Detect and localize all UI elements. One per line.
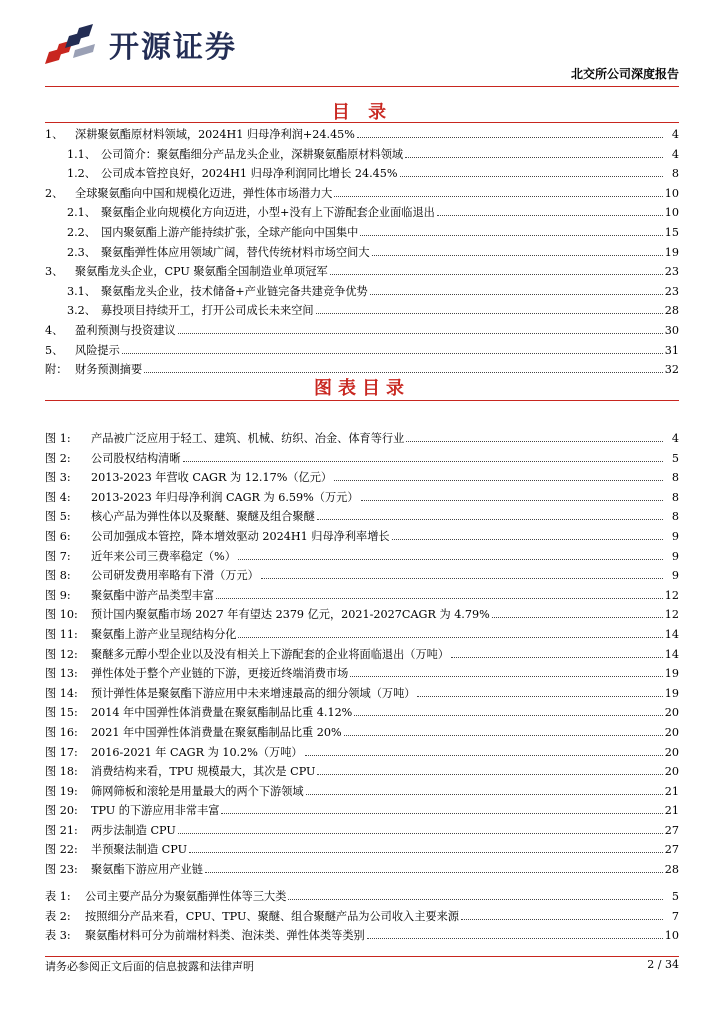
dot-leader (334, 186, 662, 197)
footer-divider (45, 956, 679, 957)
dot-leader (144, 362, 663, 373)
figure-entry-page: 19 (664, 667, 679, 681)
toc-entry-number: 3.2、 (67, 304, 96, 318)
figures-list (45, 430, 679, 881)
figure-entry-page: 9 (671, 549, 679, 563)
figure-entry-number: 图 1: (45, 432, 71, 445)
figure-entry-number: 图 10: (45, 608, 78, 622)
dot-leader (372, 245, 663, 256)
toc-entry-title: 国内聚氨酯上游产能持续扩张，全球产能向中国集中 (101, 225, 359, 239)
figure-entry-page: 19 (664, 686, 679, 700)
figure-entry-number: 图 17: (45, 745, 78, 759)
toc-entry[interactable] (45, 244, 679, 264)
figure-entry[interactable] (45, 822, 679, 842)
toc-entry-title: 公司简介：聚氨酯细分产品龙头企业，深耕聚氨酯原材料领域 (101, 147, 404, 161)
figure-entry[interactable] (45, 841, 679, 861)
toc-entry-page: 31 (664, 343, 679, 357)
figure-entry-number: 图 3: (45, 471, 71, 485)
figure-entry[interactable] (45, 665, 679, 685)
figure-entry-number: 图 8: (45, 569, 71, 583)
toc-entry-page: 23 (664, 265, 679, 279)
dot-leader (178, 823, 663, 834)
table-entry-number: 表 3: (45, 929, 71, 943)
dot-leader (344, 725, 663, 736)
table-entry-number: 表 2: (45, 909, 71, 923)
table-entry[interactable] (45, 888, 679, 908)
toc-entry-page: 28 (664, 304, 679, 318)
toc-entry-page: 10 (664, 186, 679, 200)
toc-entry[interactable] (45, 283, 679, 303)
figure-entry[interactable] (45, 802, 679, 822)
toc-entry-page: 30 (664, 323, 679, 337)
figure-entry[interactable] (45, 567, 679, 587)
figure-entry-title: 预计弹性体是聚氨酯下游应用中未来增速最高的细分领域（万吨） (91, 686, 416, 700)
table-entry-number: 表 1: (45, 890, 71, 903)
toc-list (45, 126, 679, 381)
figure-entry[interactable] (45, 704, 679, 724)
figure-entry-number: 图 18: (45, 765, 78, 779)
figure-entry-number: 图 11: (45, 627, 78, 641)
footer-disclaimer: 请务必参阅正文后面的信息披露和法律声明 (45, 960, 254, 973)
toc-entry-page: 19 (664, 245, 679, 259)
figure-entry-page: 20 (664, 765, 679, 779)
figure-entry-title: 预计国内聚氨酯市场 2027 年有望达 2379 亿元，2021-2027CAGR 为 4.79% (91, 608, 490, 622)
dot-leader (334, 470, 663, 481)
toc-title-rule (45, 122, 679, 123)
figure-entry[interactable] (45, 724, 679, 744)
toc-title: 目 录 (331, 102, 393, 123)
toc-entry-number: 3、 (45, 265, 64, 279)
table-entry-page: 10 (664, 929, 679, 943)
figure-entry-number: 图 19: (45, 784, 78, 798)
toc-entry-page: 15 (664, 225, 679, 239)
toc-entry[interactable] (45, 204, 679, 224)
figure-entry-title: 2013-2023 年营收 CAGR 为 12.17%（亿元） (91, 471, 333, 485)
figure-entry-number: 图 4: (45, 490, 71, 504)
figure-entry[interactable] (45, 508, 679, 528)
figure-entry-number: 图 15: (45, 706, 78, 720)
figure-entry-title: 消费结构来看，TPU 规模最大，其次是 CPU (91, 765, 316, 779)
toc-entry[interactable] (45, 185, 679, 205)
dot-leader (317, 764, 662, 775)
figure-entry-page: 8 (671, 510, 679, 524)
figure-entry-page: 9 (671, 529, 679, 543)
dot-leader (216, 588, 663, 599)
figure-entry[interactable] (45, 744, 679, 764)
dot-leader (400, 166, 664, 177)
figure-entry[interactable] (45, 528, 679, 548)
figure-entry-page: 20 (664, 745, 679, 759)
logo-mark-icon (45, 22, 103, 66)
toc-entry-title: 全球聚氨酯向中国和规模化迈进，弹性体市场潜力大 (75, 186, 333, 200)
figure-entry-title: 近年来公司三费率稳定（%） (91, 549, 236, 563)
toc-entry-number: 4、 (45, 323, 64, 337)
figure-entry-title: 弹性体处于整个产业链的下游，更接近终端消费市场 (91, 667, 349, 681)
dot-leader (178, 323, 663, 334)
figure-entry-number: 图 6: (45, 529, 71, 543)
dot-leader (370, 284, 663, 295)
figure-entry-title: TPU 的下游应用非常丰富 (91, 804, 220, 818)
figure-entry-page: 27 (664, 843, 679, 857)
toc-entry[interactable] (45, 224, 679, 244)
dot-leader (357, 127, 663, 138)
dot-leader (367, 928, 663, 939)
figure-entry-title: 2014 年中国弹性体消费量在聚氨酯制品比重 4.12% (91, 706, 353, 720)
figure-entry-title: 筛网筛板和滚轮是用量最大的两个下游领域 (91, 784, 304, 798)
figure-entry-title: 聚氨酯中游产品类型丰富 (91, 588, 215, 602)
figure-entry[interactable] (45, 450, 679, 470)
figure-entry-title: 聚醚多元醇小型企业以及没有相关上下游配套的企业将面临退出（万吨） (91, 647, 450, 661)
figure-entry-page: 8 (671, 471, 679, 485)
figure-entry-title: 公司股权结构清晰 (91, 451, 181, 465)
toc-entry[interactable] (45, 263, 679, 283)
dot-leader (306, 784, 663, 795)
figure-entry[interactable] (45, 763, 679, 783)
figure-entry-page: 9 (671, 569, 679, 583)
figure-entry-title: 聚氨酯上游产业呈现结构分化 (91, 627, 237, 641)
toc-entry-number: 2.1、 (67, 206, 96, 220)
figure-entry[interactable] (45, 861, 679, 881)
toc-entry-title: 募投项目持续开工，打开公司成长未来空间 (101, 304, 314, 318)
figure-entry-number: 图 14: (45, 686, 78, 700)
toc-entry-number: 1、 (45, 128, 64, 141)
toc-entry-number: 2.3、 (67, 245, 96, 259)
dot-leader (238, 627, 662, 638)
figures-title: 图表目录 (314, 378, 410, 399)
figure-entry-number: 图 20: (45, 804, 78, 818)
figure-entry-page: 14 (664, 647, 679, 661)
figure-entry-title: 半预聚法制造 CPU (91, 843, 188, 857)
dot-leader (261, 568, 663, 579)
toc-entry-page: 8 (671, 167, 679, 181)
toc-entry-number: 5、 (45, 343, 64, 357)
figure-entry-page: 21 (664, 804, 679, 818)
toc-entry-page: 4 (671, 128, 679, 141)
figure-entry-number: 图 12: (45, 647, 78, 661)
tables-list (45, 888, 679, 947)
figure-entry-page: 20 (664, 725, 679, 739)
figure-entry-title: 2013-2023 年归母净利润 CAGR 为 6.59%（万元） (91, 490, 359, 504)
toc-entry[interactable] (45, 146, 679, 166)
figure-entry-title: 公司加强成本管控，降本增效驱动 2024H1 归母净利率增长 (91, 529, 390, 543)
figure-entry[interactable] (45, 548, 679, 568)
table-entry-title: 聚氨酯材料可分为前端材料类、泡沫类、弹性体类等类别 (85, 929, 365, 943)
dot-leader (492, 607, 663, 618)
figure-entry-page: 5 (671, 451, 679, 465)
dot-leader (183, 451, 663, 462)
toc-entry-number: 2、 (45, 186, 64, 200)
toc-entry-page: 10 (664, 206, 679, 220)
dot-leader (361, 490, 663, 501)
table-entry[interactable] (45, 908, 679, 928)
figure-entry-title: 公司研发费用率略有下滑（万元） (91, 569, 259, 583)
figure-entry[interactable] (45, 685, 679, 705)
toc-entry-title: 聚氨酯龙头企业，技术储备+产业链完备共建竞争优势 (101, 284, 368, 298)
toc-entry-number: 附： (45, 363, 68, 377)
figure-entry[interactable] (45, 587, 679, 607)
toc-entry-number: 2.2、 (67, 225, 96, 239)
figure-entry-number: 图 21: (45, 823, 78, 837)
toc-entry[interactable] (45, 322, 679, 342)
figure-entry[interactable] (45, 783, 679, 803)
dot-leader (288, 889, 663, 900)
figure-entry[interactable] (45, 489, 679, 509)
dot-leader (221, 803, 662, 814)
logo-text: 开源证券 (109, 30, 237, 65)
toc-entry[interactable] (45, 302, 679, 322)
dot-leader (417, 686, 662, 697)
toc-entry-page: 4 (671, 147, 679, 161)
dot-leader (461, 909, 663, 920)
toc-entry[interactable] (45, 126, 679, 146)
table-entry-title: 公司主要产品分为聚氨酯弹性体等三大类 (85, 890, 287, 903)
figure-entry-number: 图 9: (45, 588, 71, 602)
figure-entry-page: 8 (671, 490, 679, 504)
figure-entry[interactable] (45, 430, 679, 450)
dot-leader (317, 509, 663, 520)
figure-entry-page: 12 (664, 608, 679, 622)
figure-entry-number: 图 22: (45, 843, 78, 857)
dot-leader (350, 666, 662, 677)
figure-entry-page: 14 (664, 627, 679, 641)
figure-entry-title: 聚氨酯下游应用产业链 (91, 863, 203, 877)
toc-entry-page: 23 (664, 284, 679, 298)
toc-entry-title: 聚氨酯龙头企业，CPU 聚氨酯全国制造业单项冠军 (75, 265, 328, 279)
figures-title-rule (45, 400, 679, 401)
dot-leader (238, 549, 663, 560)
figure-entry-number: 图 23: (45, 863, 78, 877)
figure-entry-page: 4 (671, 432, 679, 445)
report-type: 北交所公司深度报告 (570, 67, 679, 81)
table-entry-page: 7 (671, 909, 679, 923)
toc-entry-title: 财务预测摘要 (75, 363, 143, 377)
toc-entry[interactable] (45, 165, 679, 185)
toc-entry-title: 聚氨酯企业向规模化方向迈进，小型+没有上下游配套企业面临退出 (101, 206, 435, 220)
figure-entry-page: 20 (664, 706, 679, 720)
figure-entry-title: 2016-2021 年 CAGR 为 10.2%（万吨） (91, 745, 303, 759)
table-entry[interactable] (45, 927, 679, 947)
dot-leader (360, 225, 662, 236)
figure-entry[interactable] (45, 646, 679, 666)
table-entry-title: 按照细分产品来看，CPU、TPU、聚醚、组合聚醚产品为公司收入主要来源 (85, 909, 459, 923)
dot-leader (316, 303, 663, 314)
dot-leader (392, 529, 663, 540)
figure-entry-number: 图 7: (45, 549, 71, 563)
figure-entry-title: 核心产品为弹性体以及聚醚、聚醚及组合聚醚 (91, 510, 315, 524)
figure-entry-page: 12 (664, 588, 679, 602)
dot-leader (330, 264, 663, 275)
dot-leader (437, 205, 663, 216)
toc-entry-title: 风险提示 (75, 343, 120, 357)
table-entry-page: 5 (671, 890, 679, 903)
figure-entry-page: 21 (664, 784, 679, 798)
toc-entry-title: 深耕聚氨酯原材料领域，2024H1 归母净利润+24.45% (75, 128, 355, 141)
figure-entry-page: 27 (664, 823, 679, 837)
page-number: 2 / 34 (647, 958, 679, 971)
toc-entry[interactable] (45, 342, 679, 362)
figure-entry-number: 图 5: (45, 510, 71, 524)
header-divider (45, 86, 679, 87)
toc-entry-number: 3.1、 (67, 284, 96, 298)
dot-leader (406, 431, 663, 442)
dot-leader (189, 842, 663, 853)
toc-entry-number: 1.1、 (67, 147, 96, 161)
toc-entry-number: 1.2、 (67, 167, 96, 181)
figure-entry[interactable] (45, 626, 679, 646)
figure-entry[interactable] (45, 469, 679, 489)
toc-entry-title: 公司成本管控良好，2024H1 归母净利润同比增长 24.45% (101, 167, 398, 181)
dot-leader (205, 862, 663, 873)
toc-entry-title: 盈利预测与投资建议 (75, 323, 176, 337)
figure-entry-title: 2021 年中国弹性体消费量在聚氨酯制品比重 20% (91, 725, 342, 739)
dot-leader (354, 705, 662, 716)
figure-entry-title: 产品被广泛应用于轻工、建筑、机械、纺织、冶金、体育等行业 (91, 432, 405, 445)
dot-leader (405, 147, 663, 158)
figure-entry-title: 两步法制造 CPU (91, 823, 176, 837)
figure-entry[interactable] (45, 606, 679, 626)
dot-leader (451, 647, 663, 658)
figure-entry-number: 图 16: (45, 725, 78, 739)
toc-entry-title: 聚氨酯弹性体应用领域广阔，替代传统材料市场空间大 (101, 245, 370, 259)
dot-leader (305, 745, 663, 756)
company-logo (45, 22, 237, 66)
figure-entry-number: 图 2: (45, 451, 71, 465)
figure-entry-number: 图 13: (45, 667, 78, 681)
figure-entry-page: 28 (664, 863, 679, 877)
toc-entry-page: 32 (664, 363, 679, 377)
dot-leader (122, 343, 663, 354)
